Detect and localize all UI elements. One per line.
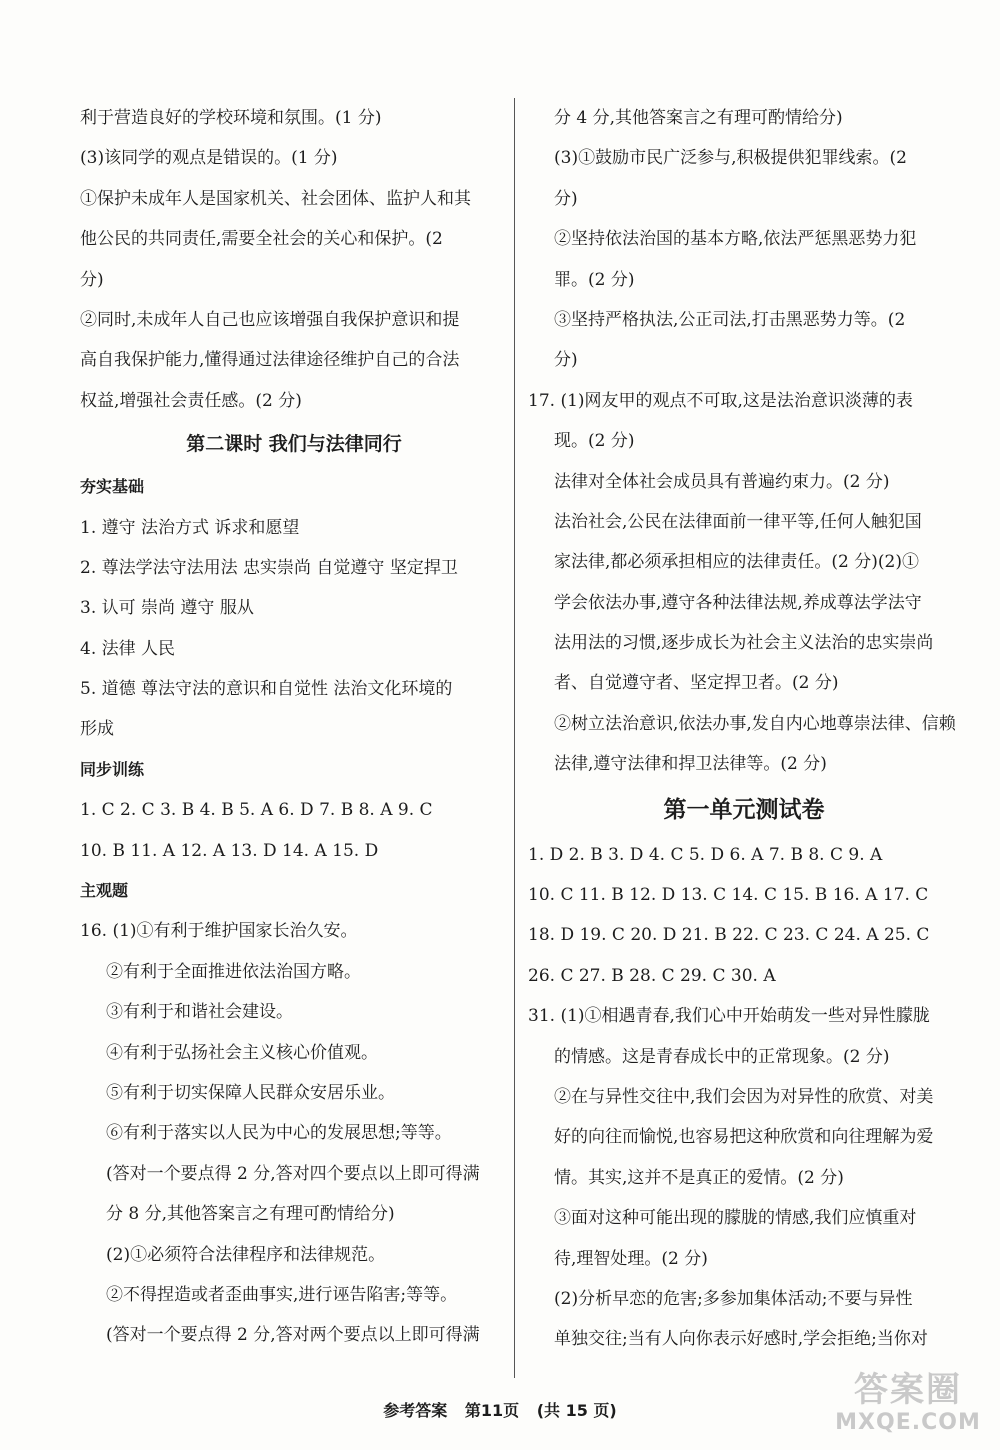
answer-line: 罪。(2 分) [554,269,635,290]
footer-total-pages: (共 15 页) [536,1401,617,1420]
answer-line: 形成 [80,719,114,740]
answer-line: 1. C 2. C 3. B 4. B 5. A 6. D 7. B 8. A 9. C [80,800,433,821]
lesson-heading: 第二课时 我们与法律同行 [186,433,402,456]
answer-line: 法律对全体社会成员具有普遍约束力。(2 分) [554,471,890,492]
answer-line: 4. 法律 人民 [80,638,176,659]
answer-line: ③有利于和谐社会建设。 [106,1002,293,1023]
watermark-logo [828,1370,988,1442]
answer-line: (3)该同学的观点是错误的。(1 分) [80,148,338,169]
answer-line: 分) [554,188,578,209]
answer-line: 家法律,都必须承担相应的法律责任。(2 分)(2)① [554,552,919,573]
answer-line: 10. C 11. B 12. D 13. C 14. C 15. B 16. A 17. C [528,885,929,906]
answer-line: (答对一个要点得 2 分,答对四个要点以上即可得满 [106,1163,480,1184]
left-column [80,98,508,1356]
watermark-title: 答案圈 [854,1370,962,1410]
answer-line: 他公民的共同责任,需要全社会的关心和保护。(2 [80,229,443,250]
column-divider [514,98,515,1378]
footer-page-number: 第11页 [464,1401,520,1420]
answer-line: 分 8 分,其他答案言之有理可酌情给分) [106,1204,395,1225]
answer-line: 分 4 分,其他答案言之有理可酌情给分) [554,108,843,128]
answer-line: 10. B 11. A 12. A 13. D 14. A 15. D [80,840,379,861]
answer-line: ②坚持依法治国的基本方略,依法严惩黑恶势力犯 [554,229,917,250]
answer-line: 31. (1)①相遇青春,我们心中开始萌发一些对异性朦胧 [528,1006,930,1027]
answer-line: 好的向往而愉悦,也容易把这种欣赏和向往理解为爱 [554,1127,934,1148]
answer-line: 17. (1)网友甲的观点不可取,这是法治意识淡薄的表 [528,390,913,411]
answer-line: 分) [80,269,104,290]
answer-line: 现。(2 分) [554,431,635,452]
answer-line: 利于营造良好的学校环境和氛围。(1 分) [80,108,382,128]
subsection-label: 主观题 [80,881,129,901]
answer-line: 法用法的习惯,逐步成长为社会主义法治的忠实崇尚 [554,633,934,654]
answer-line: 1. D 2. B 3. D 4. C 5. D 6. A 7. B 8. C 9. A [528,844,883,865]
answer-line: 5. 道德 尊法守法的意识和自觉性 法治文化环境的 [80,679,453,700]
answer-line: (2)①必须符合法律程序和法律规范。 [106,1244,386,1265]
answer-line: 18. D 19. C 20. D 21. B 22. C 23. C 24. A 25. C [528,925,930,946]
answer-line: (2)分析早恋的危害;多参加集体活动;不要与异性 [554,1288,913,1309]
answer-line: 情。其实,这并不是真正的爱情。(2 分) [554,1167,844,1188]
answer-line: 1. 遵守 法治方式 诉求和愿望 [80,517,300,538]
answer-line: 者、自觉遵守者、坚定捍卫者。(2 分) [554,673,839,694]
answer-line: ②同时,未成年人自己也应该增强自我保护意识和提 [80,309,460,330]
answer-line: 3. 认可 崇尚 遵守 服从 [80,598,254,619]
answer-line: 26. C 27. B 28. C 29. C 30. A [528,965,776,986]
right-column [528,98,960,1360]
footer-label: 参考答案 [383,1401,448,1420]
answer-line: 法律,遵守法律和捍卫法律等。(2 分) [554,754,827,775]
answer-line: 权益,增强社会责任感。(2 分) [80,390,302,411]
section-heading: 第一单元测试卷 [663,796,825,823]
answer-line: ②树立法治意识,依法办事,发自内心地尊崇法律、信赖 [554,713,956,734]
answer-line: ⑤有利于切实保障人民群众安居乐业。 [106,1082,395,1103]
subsection-label: 同步训练 [80,759,145,779]
answer-line: 学会依法办事,遵守各种法律法规,养成尊法学法守 [554,592,922,613]
answer-line: (答对一个要点得 2 分,答对两个要点以上即可得满 [106,1325,480,1346]
answer-line: ④有利于弘扬社会主义核心价值观。 [106,1042,378,1063]
answer-line: 待,理智处理。(2 分) [554,1248,708,1269]
answer-line: ⑥有利于落实以人民为中心的发展思想;等等。 [106,1123,452,1144]
answer-line: ②在与异性交往中,我们会因为对异性的欣赏、对美 [554,1086,934,1107]
answer-line: ②有利于全面推进依法治国方略。 [106,961,361,982]
answer-line: ②不得捏造或者歪曲事实,进行诬告陷害;等等。 [106,1284,458,1305]
answer-line: ①保护未成年人是国家机关、社会团体、监护人和其 [80,188,471,209]
answer-line: 高自我保护能力,懂得通过法律途径维护自己的合法 [80,350,460,371]
answer-line: 分) [554,350,578,371]
answer-line: 法治社会,公民在法律面前一律平等,任何人触犯国 [554,511,922,532]
subsection-label: 夯实基础 [80,477,145,497]
answer-line: (3)①鼓励市民广泛参与,积极提供犯罪线索。(2 [554,148,907,169]
answer-line: 单独交往;当有人向你表示好感时,学会拒绝;当你对 [554,1329,928,1350]
answer-line: ③面对这种可能出现的朦胧的情感,我们应慎重对 [554,1208,917,1229]
answer-line: 2. 尊法学法守法用法 忠实崇尚 自觉遵守 坚定捍卫 [80,557,458,578]
answer-line: ③坚持严格执法,公正司法,打击黑恶势力等。(2 [554,309,906,330]
answer-line: 16. (1)①有利于维护国家长治久安。 [80,921,358,942]
watermark-url: MXQE.COM [835,1410,981,1435]
answer-line: 的情感。这是青春成长中的正常现象。(2 分) [554,1046,890,1067]
